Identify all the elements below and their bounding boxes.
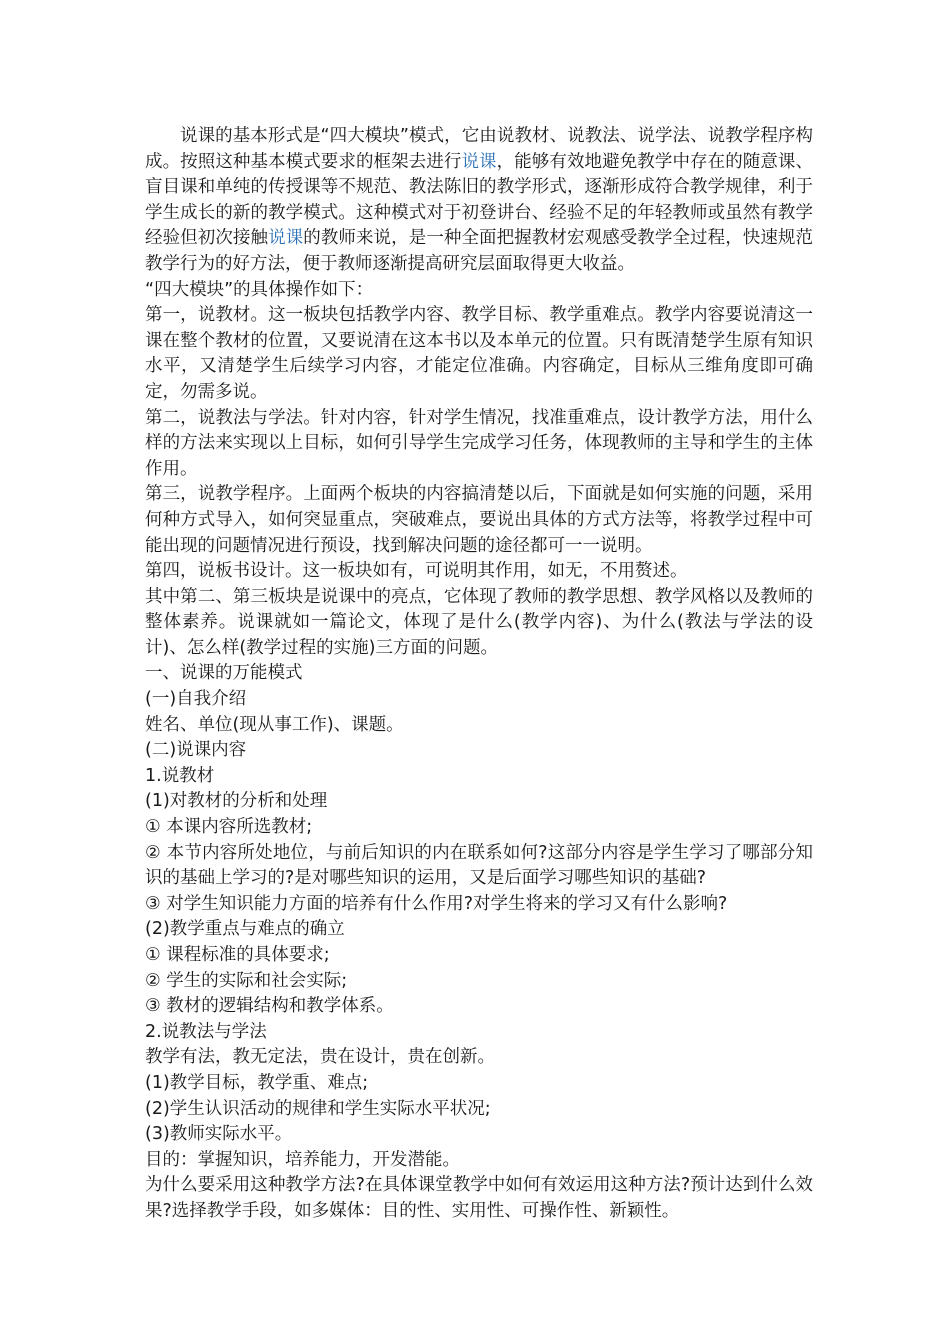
paragraph [145, 994, 813, 1020]
paragraph [145, 278, 813, 304]
paragraph-text: 的教师来说，是一种全面把握教材宏观感受教学全过程，快速规范教学行为的好方法，便于教师逐渐提高研究层面取得更大收益。 [145, 228, 814, 274]
paragraph [145, 917, 813, 943]
paragraph [145, 661, 813, 687]
paragraph-text: ① 课程标准的具体要求; [145, 945, 330, 965]
paragraph-text: “四大模块”的具体操作如下： [145, 279, 374, 300]
paragraph-text: ② 学生的实际和社会实际; [145, 970, 348, 991]
paragraph-text: 1.说教材 [145, 765, 215, 786]
paragraph-text: 为什么要采用这种教学方法?在具体课堂教学中如何有效运用这种方法?预计达到什么效果?选择教学手段，如多媒体：目的性、实用性、可操作性、新颖性。 [145, 1175, 813, 1221]
paragraph-text: (二)说课内容 [145, 740, 247, 761]
paragraph-text: (2)教学重点与难点的确立 [145, 919, 345, 940]
paragraph-text: 第二，说教法与学法。针对内容，针对学生情况，找准重难点，设计教学方法，用什么样的方法来实现以上目标，如何引导学生完成学习任务，体现教师的主导和学生的主体作用。 [145, 407, 813, 479]
paragraph-text: 第三，说教学程序。上面两个板块的内容搞清楚以后，下面就是如何实施的问题，采用何种方式导入，如何突显重点，突破难点，要说出具体的方式方法等，将教学过程中可能出现的问题情况进行预设，找到解决问题的途径都可一一说明。 [145, 484, 813, 556]
paragraph-text: 其中第二、第三板块是说课中的亮点，它体现了教师的教学思想、教学风格以及教师的整体素养。说课就如一篇论文，体现了是什么(教学内容)、为什么(教法与学法的设计)、怎么样(教学过程的实施)三方面的问题。 [145, 586, 813, 658]
paragraph [145, 815, 813, 841]
shuoke-link[interactable]: 说课 [268, 228, 304, 249]
paragraph-text: 2.说教法与学法 [145, 1021, 267, 1042]
shuoke-link[interactable]: 说课 [461, 151, 497, 172]
paragraph [145, 892, 813, 918]
paragraph-text: (1)对教材的分析和处理 [145, 791, 328, 812]
paragraph-text: (2)学生认识活动的规律和学生实际水平状况; [145, 1098, 491, 1119]
paragraph [145, 482, 813, 559]
paragraph [145, 738, 813, 764]
paragraph [145, 969, 813, 995]
paragraph-text: 说课的基本形式是“四大模块”模式，它由说教材、说教法、说学法、说教学程序构成。按照这种基本模式要求的框架去进行 [145, 126, 813, 172]
paragraph-text: ，能够有效地避免教学中存在的随意课、盲目课和单纯的传授课等不规范、教法陈旧的教学形式，逐渐形成符合教学规律，利于学生成长的新的教学模式。这种模式对于初登讲台、经验不足的年轻教师或虽然有教学经验但初次接触 [145, 151, 814, 249]
paragraph [145, 1071, 813, 1097]
paragraph [145, 406, 813, 483]
paragraph [145, 1097, 813, 1123]
paragraph [145, 687, 813, 713]
paragraph-text: ① 本课内容所选教材; [145, 817, 313, 838]
paragraph-text: 一、说课的万能模式 [145, 663, 303, 684]
paragraph [145, 1173, 813, 1224]
paragraph [145, 841, 813, 892]
paragraph [145, 943, 813, 969]
paragraph [145, 585, 813, 662]
paragraph-text: 姓名、单位(现从事工作)、课题。 [145, 714, 404, 735]
paragraph-text: 第四，说板书设计。这一板块如有，可说明其作用，如无，不用赘述。 [145, 561, 688, 582]
paragraph [145, 559, 813, 585]
paragraph-text: ③ 对学生知识能力方面的培养有什么作用?对学生将来的学习又有什么影响? [145, 893, 728, 914]
paragraph [145, 764, 813, 790]
paragraph-text: ② 本节内容所处地位，与前后知识的内在联系如何?这部分内容是学生学习了哪部分知识的基础上学习的?是对哪些知识的运用，又是后面学习哪些知识的基础? [145, 842, 813, 889]
document-body [145, 124, 813, 1225]
paragraph [145, 1045, 813, 1071]
paragraph [145, 1122, 813, 1148]
paragraph-text: (3)教师实际水平。 [145, 1124, 293, 1145]
paragraph [145, 789, 813, 815]
paragraph [145, 1148, 813, 1174]
paragraph-text: 目的：掌握知识，培养能力，开发潜能。 [145, 1149, 460, 1170]
paragraph-text: 教学有法，教无定法，贵在设计，贵在创新。 [145, 1047, 495, 1068]
paragraph-text: (1)教学目标，教学重、难点; [145, 1072, 369, 1093]
paragraph-text: 第一，说教材。这一板块包括教学内容、教学目标、教学重难点。教学内容要说清这一课在整个教材的位置，又要说清在这本书以及本单元的位置。只有既清楚学生原有知识水平，又清楚学生后续学习内容，才能定位准确。内容确定，目标从三维角度即可确定，勿需多说。 [145, 305, 813, 402]
paragraph-text: ③ 教材的逻辑结构和教学体系。 [145, 996, 394, 1017]
paragraph [145, 1020, 813, 1046]
paragraph [145, 124, 813, 278]
paragraph [145, 303, 813, 405]
paragraph-text: (一)自我介绍 [145, 689, 247, 710]
paragraph [145, 713, 813, 739]
